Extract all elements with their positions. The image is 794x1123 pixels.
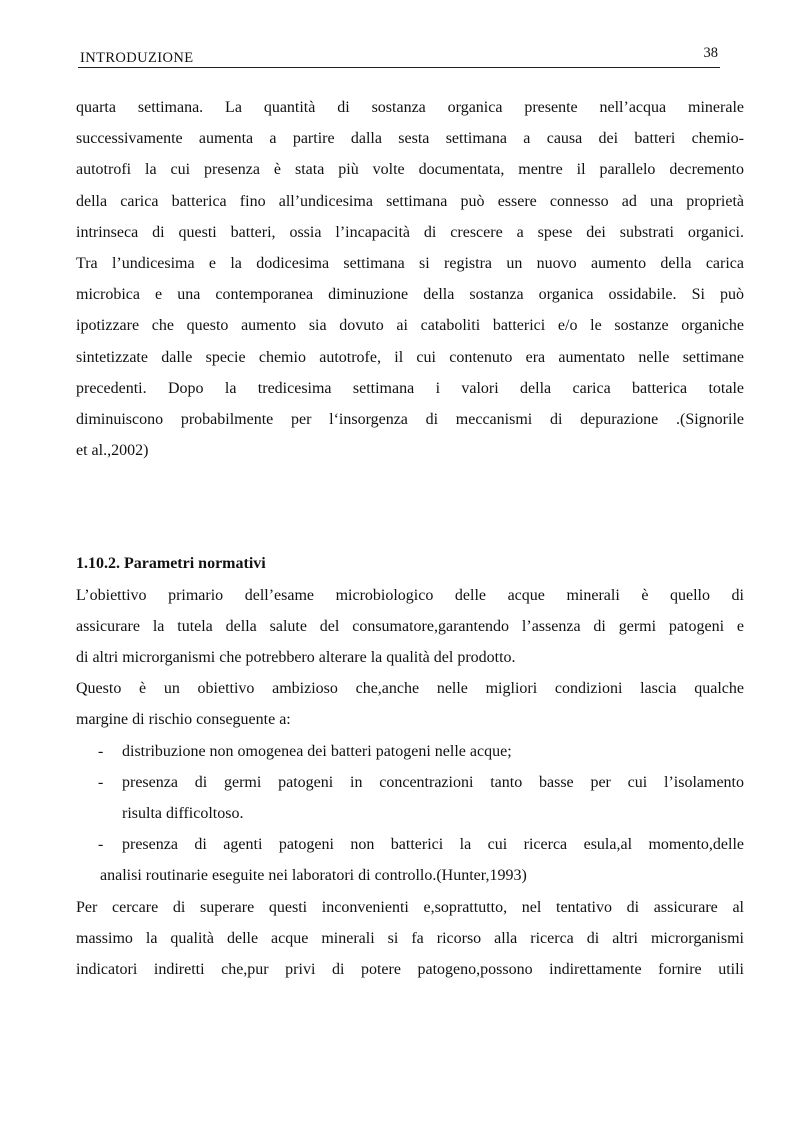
- text-line: ipotizzare che questo aumento sia dovuto ai cataboliti batterici e/o le sostanze organiche: [76, 317, 744, 335]
- text-line: successivamente aumenta a partire dalla sesta settimana a causa dei batteri chemio-: [76, 130, 744, 148]
- document-body: [76, 92, 744, 985]
- list-item: [76, 829, 744, 891]
- text-line: indicatori indiretti che,pur privi di potere patogeno,possono indirettamente fornire utili: [76, 961, 744, 979]
- text-line: risulta difficoltoso.: [122, 805, 244, 823]
- text-line: L’obiettivo primario dell’esame microbiologico delle acque minerali è quello di: [76, 586, 744, 604]
- text-line: Tra l’undicesima e la dodicesima settimana si registra un nuovo aumento della carica: [76, 255, 744, 273]
- text-line: et al.,2002): [76, 442, 149, 460]
- list-item: [76, 736, 744, 767]
- text-line: analisi routinarie eseguite nei laboratori di controllo.(Hunter,1993): [100, 867, 527, 885]
- text-line: Per cercare di superare questi inconvenienti e,soprattutto, nel tentativo di assicurare al: [76, 898, 744, 916]
- page-header: [78, 45, 720, 68]
- text-line: diminuiscono probabilmente per l‘insorgenza di meccanismi di depurazione .(Signorile: [76, 411, 744, 429]
- text-line: autotrofi la cui presenza è stata più volte documentata, mentre il parallelo decremento: [76, 161, 744, 179]
- text-line: quarta settimana. La quantità di sostanza organica presente nell’acqua minerale: [76, 99, 744, 116]
- text-line: massimo la qualità delle acque minerali si fa ricorso alla ricerca di altri microrganismi: [76, 929, 744, 947]
- text-line: presenza di germi patogeni in concentrazioni tanto basse per cui l’isolamento: [122, 773, 744, 791]
- paragraph-4: [76, 892, 744, 986]
- section-spacer: [76, 466, 744, 528]
- text-line: sintetizzate dalle specie chemio autotrofe, il cui contenuto era aumentato nelle settimane: [76, 348, 744, 366]
- list-dash: -: [98, 773, 104, 791]
- text-line: della carica batterica fino all’undicesima settimana può essere connesso ad una proprietà: [76, 192, 744, 210]
- text-line: margine di rischio conseguente a:: [76, 711, 291, 729]
- header-title: INTRODUZIONE: [80, 50, 194, 66]
- text-line: di altri microrganismi che potrebbero alterare la qualità del prodotto.: [76, 649, 516, 667]
- paragraph-1: [76, 92, 744, 466]
- text-line: microbica e una contemporanea diminuzione della sostanza organica ossidabile. Si può: [76, 286, 744, 304]
- page-number: 38: [703, 45, 718, 61]
- list-dash: -: [98, 836, 104, 854]
- text-line: assicurare la tutela della salute del consumatore,garantendo l’assenza di germi patogeni e: [76, 617, 744, 635]
- bullet-list: [76, 736, 744, 892]
- text-line: distribuzione non omogenea dei batteri patogeni nelle acque;: [122, 742, 512, 760]
- text-line: Questo è un obiettivo ambizioso che,anche nelle migliori condizioni lascia qualche: [76, 680, 744, 698]
- paragraph-2: [76, 580, 744, 674]
- text-line: precedenti. Dopo la tredicesima settimana i valori della carica batterica totale: [76, 379, 744, 397]
- text-line: intrinseca di questi batteri, ossia l’incapacità di crescere a spese dei substrati organici.: [76, 223, 744, 241]
- list-dash: -: [98, 742, 104, 760]
- list-item: [76, 767, 744, 829]
- text-line: presenza di agenti patogeni non batterici la cui ricerca esula,al momento,delle: [122, 836, 744, 854]
- section-heading: 1.10.2. Parametri normativi: [76, 555, 266, 573]
- paragraph-3: [76, 673, 744, 735]
